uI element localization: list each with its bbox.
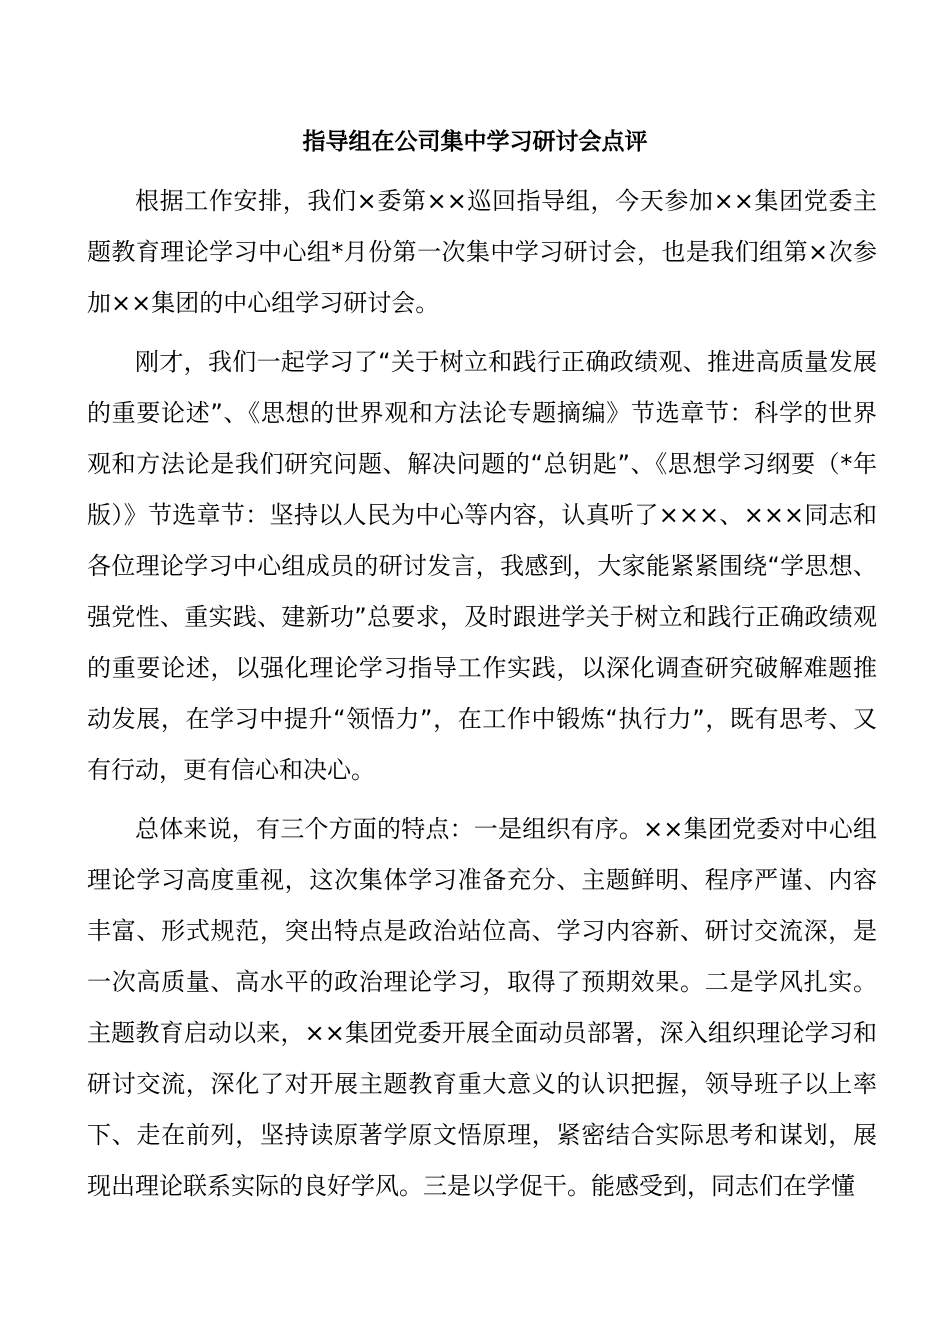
paragraph-intro: 根据工作安排，我们×委第××巡回指导组，今天参加××集团党委主题教育理论学习中心组*月份第一次集中学习研讨会，也是我们组第×次参加××集团的中心组学习研讨会。 bbox=[87, 187, 877, 317]
document-title: 指导组在公司集中学习研讨会点评 bbox=[302, 129, 648, 155]
paragraph-study-review: 刚才，我们一起学习了“关于树立和践行正确政绩观、推进高质量发展的重要论述”、《思想的世界观和方法论专题摘编》节选章节：科学的世界观和方法论是我们研究问题、解决问题的“总钥匙”、《思想学习纲要（*年版）》节选章节：坚持以人民为中心等内容，认真听了×××、×××同志和各位理论学习中心组成员的研讨发言，我感到，大家能紧紧围绕“学思想、强党性、重实践、建新功”总要求，及时跟进学关于树立和践行正确政绩观的重要论述，以强化理论学习指导工作实践，以深化调查研究破解难题推动发展，在学习中提升“领悟力”，在工作中锻炼“执行力”，既有思考、又有行动，更有信心和决心。 bbox=[87, 348, 877, 784]
paragraph-features: 总体来说，有三个方面的特点：一是组织有序。××集团党委对中心组理论学习高度重视，这次集体学习准备充分、主题鲜明、程序严谨、内容丰富、形式规范，突出特点是政治站位高、学习内容新、研讨交流深，是一次高质量、高水平的政治理论学习，取得了预期效果。二是学风扎实。主题教育启动以来，××集团党委开展全面动员部署，深入组织理论学习和研讨交流，深化了对开展主题教育重大意义的认识把握，领导班子以上率下、走在前列，坚持读原著学原文悟原理，紧密结合实际思考和谋划，展现出理论联系实际的良好学风。三是以学促干。能感受到，同志们在学懂 bbox=[87, 815, 877, 1200]
document-body bbox=[87, 176, 877, 1212]
